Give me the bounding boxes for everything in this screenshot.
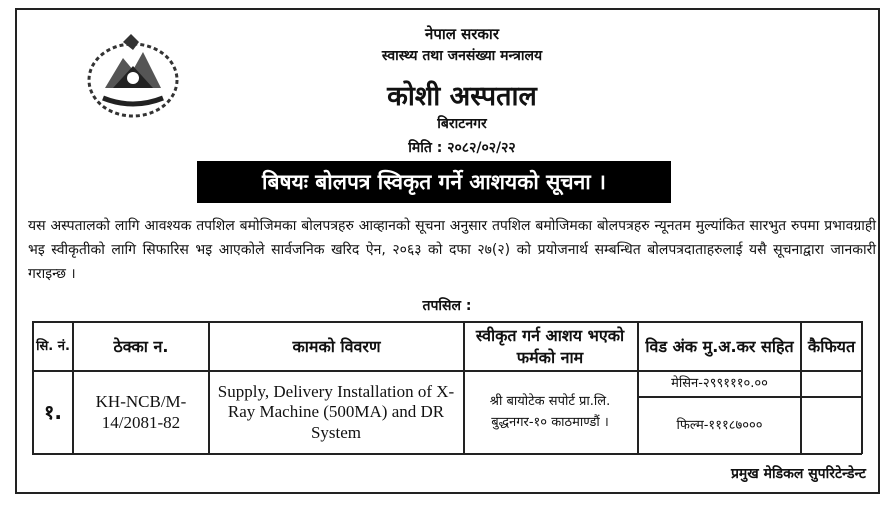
notice-date: मिति : २०८२/०२/२२ <box>408 140 516 156</box>
notice-body: यस अस्पतालको लागि आवश्यक तपशिल बमोजिमका बोलपत्रहरु आव्हानको सूचना अनुसार तपशिल बमोजिमका बोलपत्रहरु न्यूनतम मुल्यांकित सारभुत रुपमा प्रभावग्राही भइ स्वीकृतीको लागि सिफारिस भइ आएकोले सार्वजनिक खरिद ऐन, २०६३ को दफा २७(२) को प्रयोजनार्थ सम्बन्धित बोलपत्रदाताहरुलाई यसै सूचनाद्वारा जानकारी गराइन्छ । <box>28 218 876 282</box>
row-sn: १. <box>44 400 62 424</box>
city-name: बिराटनगर <box>437 116 487 132</box>
header-description: कामको विवरण <box>292 336 381 356</box>
government-title: नेपाल सरकार <box>425 25 499 43</box>
subject-banner: बिषयः बोलपत्र स्विकृत गर्ने आशयको सूचना । <box>197 161 671 203</box>
row-bid-film: फिल्म-१११८७००० <box>676 417 763 433</box>
row-remarks <box>802 372 861 453</box>
row-description: Supply, Delivery Installation of X-Ray Machine (500MA) and DR System <box>217 381 455 442</box>
hospital-name: कोशी अस्पताल <box>387 81 537 112</box>
ministry-title: स्वास्थ्य तथा जनसंख्या मन्त्रालय <box>381 48 543 64</box>
row-bid-machine: मेसिन-२९९१११०.०० <box>671 376 768 392</box>
header-sn: सि. नं. <box>36 338 70 354</box>
header-contract-no: ठेक्का न. <box>113 336 169 356</box>
row-contract-no: KH-NCB/M-14/2081-82 <box>95 392 187 432</box>
details-label: तपसिल : <box>422 298 472 314</box>
header-firm: स्वीकृत गर्न आशय भएको फर्मको नाम <box>475 325 625 367</box>
row-firm: श्री बायोटेक सपोर्ट प्रा.लि. बुद्धनगर-१० काठमाण्डौं । <box>489 393 611 430</box>
signature-title: प्रमुख मेडिकल सुपरिटेन्डेन्ट <box>730 466 866 482</box>
header-bid-amount: विड अंक मु.अ.कर सहित <box>645 336 794 356</box>
header-remarks: कैफियत <box>807 336 856 356</box>
